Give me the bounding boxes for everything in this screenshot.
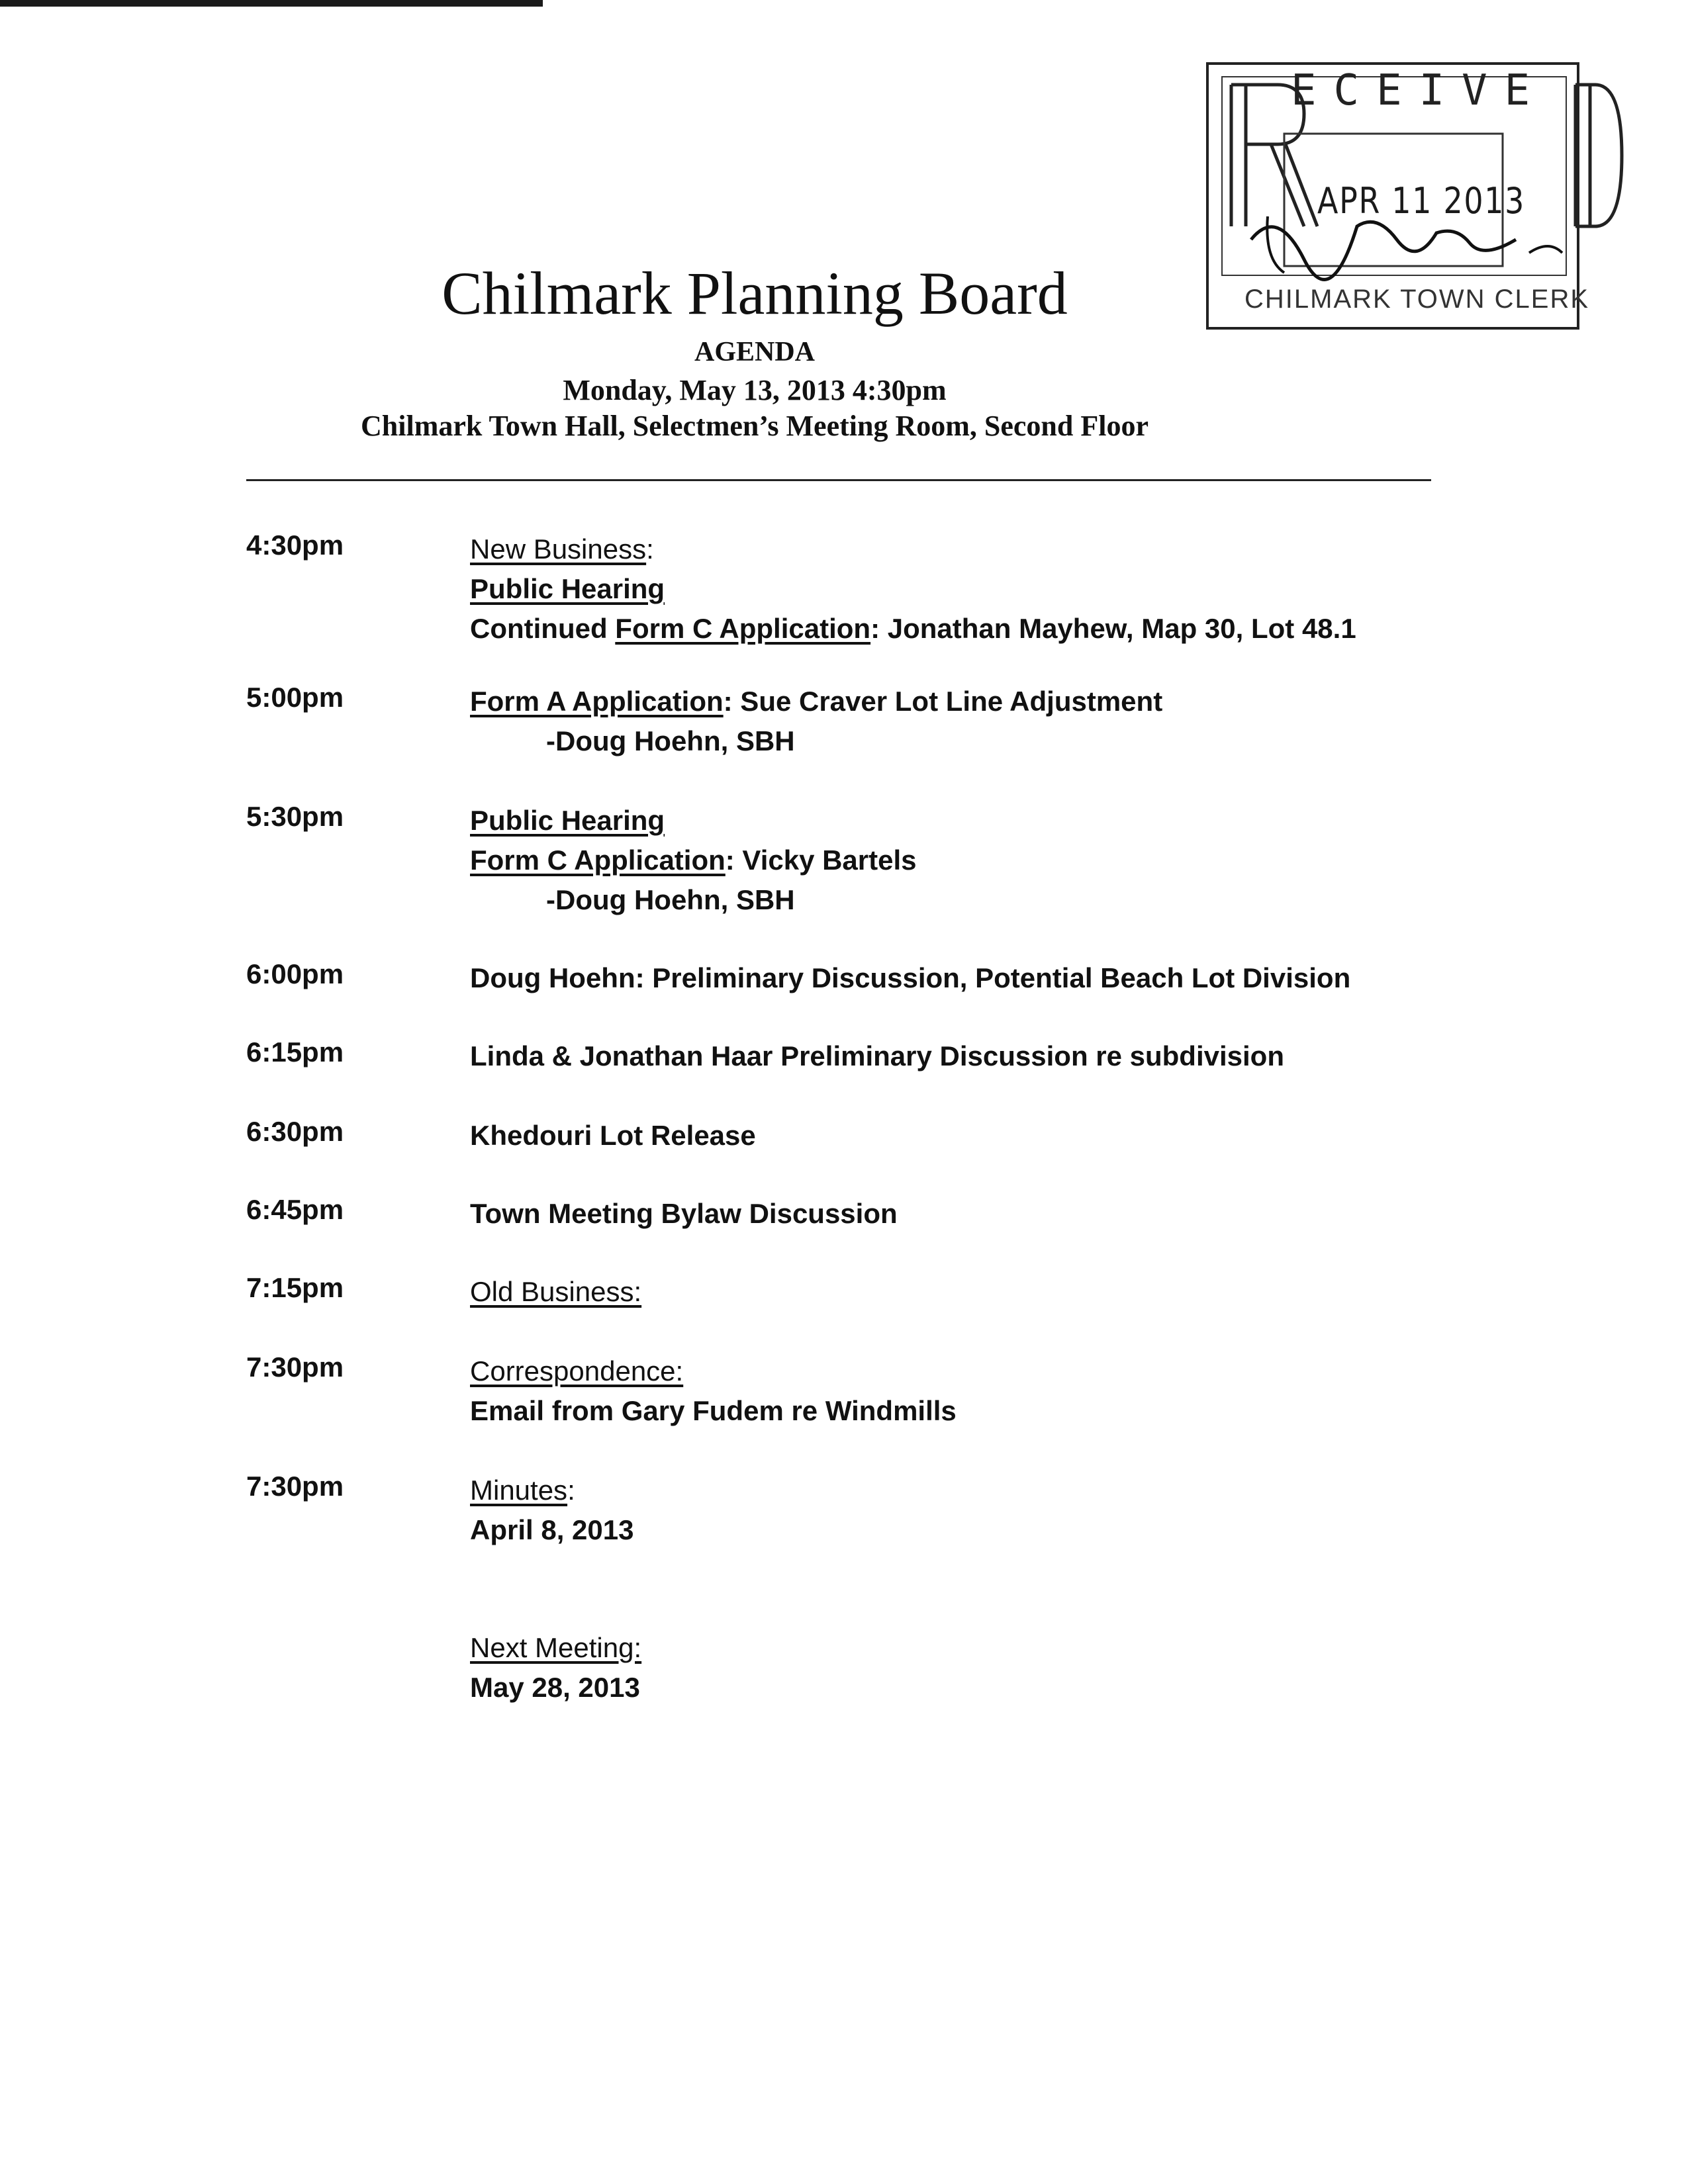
- section-heading: Old Business:: [470, 1276, 642, 1307]
- scan-edge-mark: [0, 0, 543, 7]
- section-heading: Next Meeting:: [470, 1632, 642, 1663]
- header-divider: [246, 479, 1431, 481]
- stamp-office: CHILMARK TOWN CLERK: [1244, 285, 1590, 314]
- agenda-time: 5:00pm: [246, 682, 344, 713]
- public-hearing-label: Public Hearing: [470, 573, 665, 604]
- meeting-date-time: Monday, May 13, 2013 4:30pm: [563, 374, 947, 406]
- agenda-text: Town Meeting Bylaw Discussion: [470, 1198, 898, 1229]
- agenda-text: Khedouri Lot Release: [470, 1120, 756, 1151]
- form-link: Form C Application: [615, 613, 871, 644]
- agenda-time: 7:15pm: [246, 1272, 344, 1303]
- form-link: Form A Application: [470, 686, 724, 717]
- public-hearing-label: Public Hearing: [470, 805, 665, 836]
- agenda-time: 5:30pm: [246, 801, 344, 832]
- agenda-time: 4:30pm: [246, 529, 344, 561]
- form-link: Form C Application: [470, 844, 726, 876]
- agenda-time: 6:00pm: [246, 958, 344, 989]
- agenda-time: 7:30pm: [246, 1351, 344, 1383]
- agenda-text: April 8, 2013: [470, 1514, 634, 1545]
- document-type: AGENDA: [694, 337, 815, 367]
- agenda-time: 6:15pm: [246, 1036, 344, 1068]
- stamp-date: APR 11 2013: [1317, 180, 1526, 222]
- agenda-text: Linda & Jonathan Haar Preliminary Discussion re subdivision: [470, 1040, 1284, 1071]
- agenda-time: 6:45pm: [246, 1194, 344, 1225]
- meeting-location: Chilmark Town Hall, Selectmen’s Meeting Room, Second Floor: [361, 410, 1149, 442]
- agenda-sub-note: -Doug Hoehn, SBH: [546, 725, 795, 756]
- section-heading: New Business: [470, 533, 647, 565]
- next-meeting-date: May 28, 2013: [470, 1672, 640, 1703]
- agenda-text: Email from Gary Fudem re Windmills: [470, 1395, 957, 1426]
- agenda-time: 7:30pm: [246, 1471, 344, 1502]
- agenda-time: 6:30pm: [246, 1116, 344, 1147]
- stamp-received-text: ECEIVE: [1291, 66, 1548, 115]
- section-heading: Minutes: [470, 1475, 568, 1506]
- received-stamp: [1205, 61, 1628, 339]
- section-heading: Correspondence:: [470, 1355, 684, 1387]
- agenda-sub-note: -Doug Hoehn, SBH: [546, 884, 795, 915]
- agenda-text: Doug Hoehn: Preliminary Discussion, Potential Beach Lot Division: [470, 962, 1351, 993]
- page-title: Chilmark Planning Board: [442, 259, 1068, 327]
